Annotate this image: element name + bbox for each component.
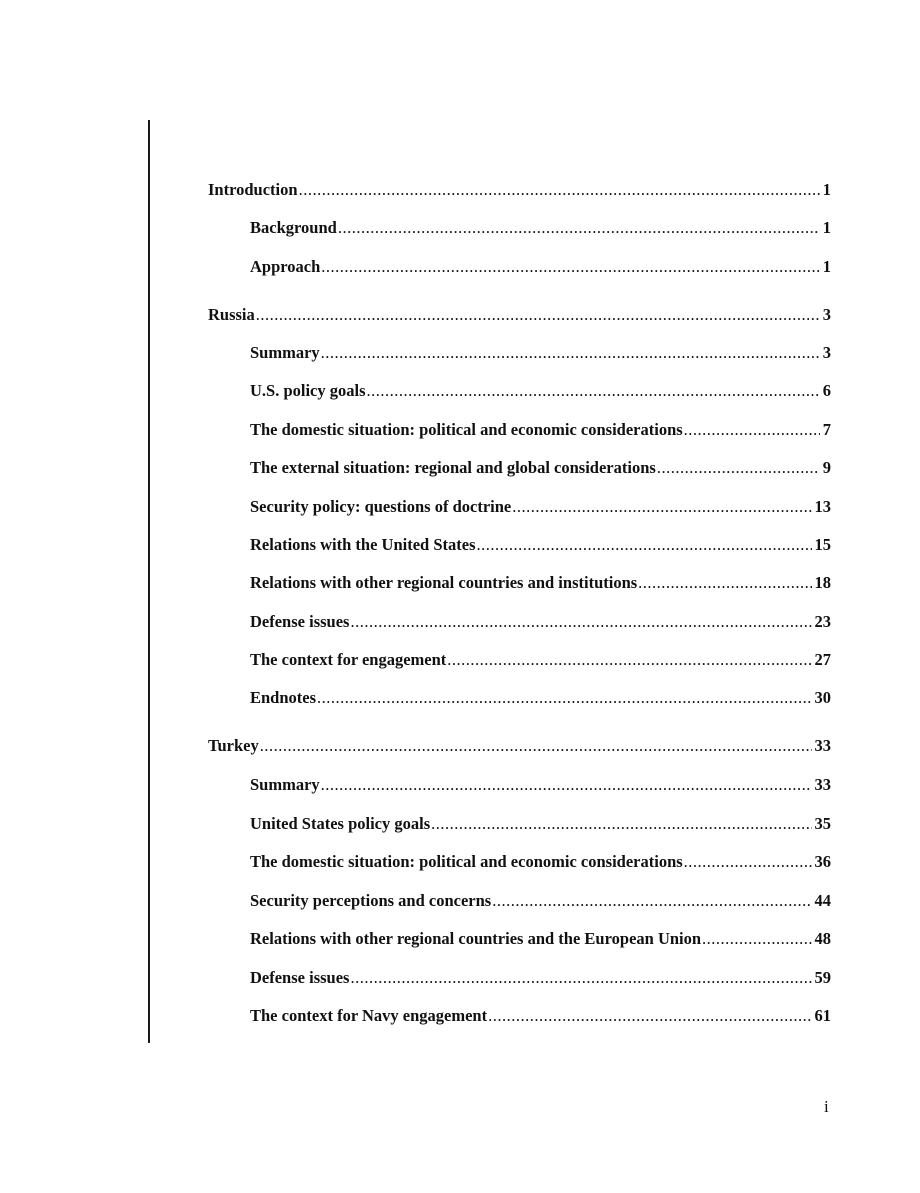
dot-leader <box>321 775 812 795</box>
dot-leader <box>299 180 820 200</box>
toc-entry-security-policy[interactable] <box>250 497 831 517</box>
toc-entry-title: The domestic situation: political and economic considerations <box>250 420 683 439</box>
toc-entry-navy-engagement[interactable] <box>250 1006 831 1026</box>
toc-entry-turkey-summary[interactable] <box>250 775 831 795</box>
dot-leader <box>321 257 819 277</box>
toc-entry-russia-defense-issues[interactable] <box>250 612 831 632</box>
toc-entry-context-for-engagement[interactable] <box>250 650 831 670</box>
toc-entry-page: 18 <box>814 573 831 592</box>
toc-entry-page: 3 <box>822 305 831 324</box>
toc-entry-page: 1 <box>822 257 831 276</box>
toc-entry-title: Relations with other regional countries and the European Union <box>250 929 702 948</box>
dot-leader <box>512 497 811 517</box>
dot-leader <box>684 852 812 872</box>
toc-entry-relations-regional-countries[interactable] <box>250 573 831 593</box>
toc-entry-page: 44 <box>814 891 831 910</box>
toc-entry-us-policy-goals[interactable] <box>250 381 831 401</box>
toc-entry-page: 27 <box>814 650 831 669</box>
toc-entry-title: Relations with the United States <box>250 535 476 554</box>
dot-leader <box>431 814 811 834</box>
toc-entry-russia-domestic-situation[interactable] <box>250 420 831 440</box>
toc-entry-page: 36 <box>814 852 831 871</box>
toc-entry-page: 59 <box>814 968 831 987</box>
toc-entry-security-perceptions[interactable] <box>250 891 831 911</box>
toc-entry-page: 6 <box>822 381 831 400</box>
toc-entry-approach[interactable] <box>250 257 831 277</box>
toc-entry-title: Defense issues <box>250 968 350 987</box>
dot-leader <box>367 381 820 401</box>
dot-leader <box>317 688 811 708</box>
dot-leader <box>684 420 820 440</box>
toc-entry-external-situation[interactable] <box>250 458 831 478</box>
toc-entry-page: 48 <box>814 929 831 948</box>
toc-entry-united-states-policy-goals[interactable] <box>250 814 831 834</box>
toc-entry-page: 15 <box>814 535 831 554</box>
toc-entry-page: 1 <box>822 180 831 199</box>
toc-entry-russia-summary[interactable] <box>250 343 831 363</box>
toc-entry-title: Security policy: questions of doctrine <box>250 497 512 516</box>
toc-entry-title: U.S. policy goals <box>250 381 366 400</box>
dot-leader <box>350 612 811 632</box>
toc-entry-title: Background <box>250 218 337 237</box>
dot-leader <box>338 218 820 238</box>
toc-entry-relations-united-states[interactable] <box>250 535 831 555</box>
dot-leader <box>350 968 811 988</box>
toc-entry-title: Turkey <box>208 736 259 755</box>
toc-entry-title: Summary <box>250 775 320 794</box>
toc-entry-title: United States policy goals <box>250 814 431 833</box>
toc-entry-page: 9 <box>822 458 831 477</box>
toc-entry-title: Approach <box>250 257 321 276</box>
toc-entry-page: 13 <box>814 497 831 516</box>
toc-entry-page: 61 <box>814 1006 831 1025</box>
dot-leader <box>260 736 812 756</box>
toc-entry-page: 35 <box>814 814 831 833</box>
toc-entry-title: Introduction <box>208 180 298 199</box>
toc-entry-title: The context for Navy engagement <box>250 1006 488 1025</box>
dot-leader <box>492 891 811 911</box>
toc-entry-turkey-defense-issues[interactable] <box>250 968 831 988</box>
dot-leader <box>702 929 811 949</box>
toc-entry-title: Russia <box>208 305 255 324</box>
toc-entry-page: 33 <box>814 775 831 794</box>
toc-entry-title: Defense issues <box>250 612 350 631</box>
toc-entry-title: Endnotes <box>250 688 317 707</box>
dot-leader <box>488 1006 811 1026</box>
toc-entry-page: 1 <box>822 218 831 237</box>
toc-entry-title: Security perceptions and concerns <box>250 891 492 910</box>
toc-entry-title: Relations with other regional countries and institutions <box>250 573 638 592</box>
dot-leader <box>477 535 812 555</box>
toc-entry-turkey[interactable] <box>208 736 831 756</box>
toc-entry-background[interactable] <box>250 218 831 238</box>
toc-entry-page: 23 <box>814 612 831 631</box>
dot-leader <box>321 343 820 363</box>
toc-entry-endnotes[interactable] <box>250 688 831 708</box>
dot-leader <box>657 458 820 478</box>
dot-leader <box>447 650 811 670</box>
toc-entry-page: 7 <box>822 420 831 439</box>
toc-entry-turkey-domestic-situation[interactable] <box>250 852 831 872</box>
page-number: i <box>824 1097 829 1116</box>
toc-entry-title: The external situation: regional and global considerations <box>250 458 656 477</box>
toc-entry-relations-european-union[interactable] <box>250 929 831 949</box>
toc-entry-title: The context for engagement <box>250 650 447 669</box>
dot-leader <box>256 305 820 325</box>
toc-entry-page: 3 <box>822 343 831 362</box>
toc-entry-introduction[interactable] <box>208 180 831 200</box>
toc-entry-page: 30 <box>814 688 831 707</box>
dot-leader <box>638 573 811 593</box>
toc-entry-page: 33 <box>814 736 831 755</box>
toc-entry-title: The domestic situation: political and economic considerations <box>250 852 683 871</box>
toc-entry-russia[interactable] <box>208 305 831 325</box>
toc-entry-title: Summary <box>250 343 320 362</box>
